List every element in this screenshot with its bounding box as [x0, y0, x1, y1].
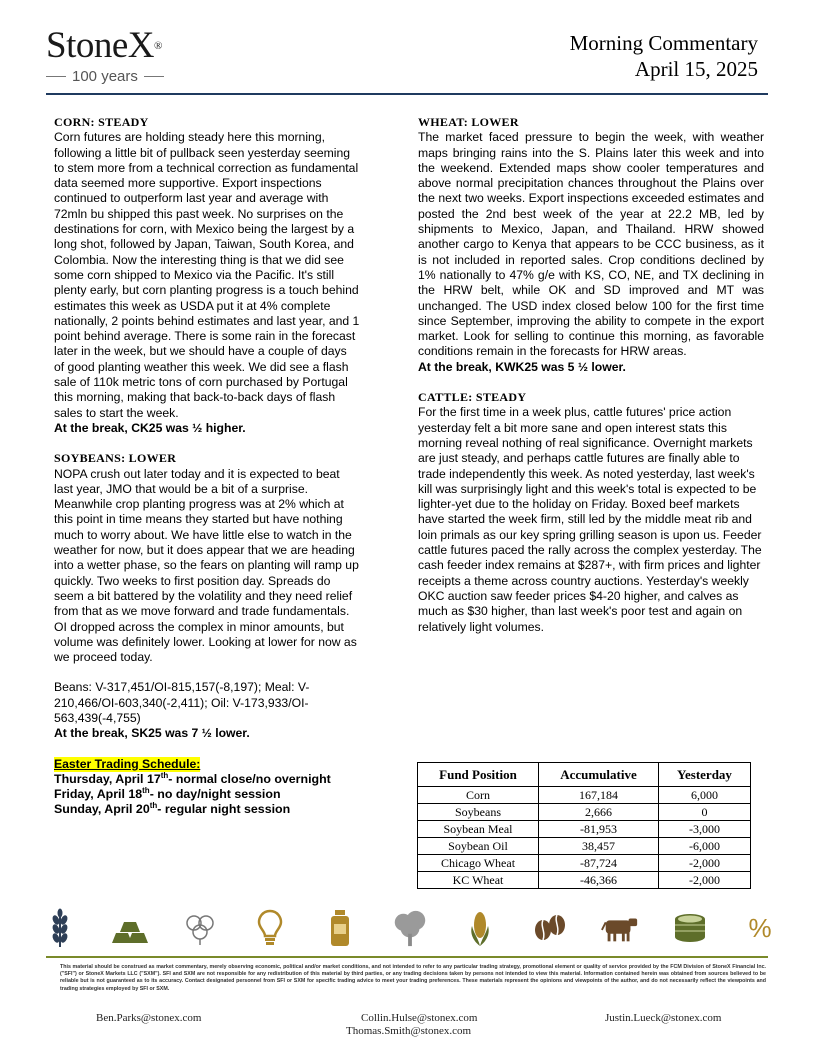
table-row: [418, 838, 751, 855]
column-header: Fund Position: [418, 763, 539, 787]
row-commodity: Soybean Meal: [418, 821, 539, 838]
logo-wordmark: StoneX®: [46, 25, 162, 66]
easter-schedule-title: Easter Trading Schedule:: [54, 756, 201, 771]
easter-line: Friday, April 18th- no day/night session: [54, 786, 281, 802]
contact-email-center-second[interactable]: Thomas.Smith@stonex.com: [346, 1025, 472, 1037]
row-accumulative: 167,184: [539, 787, 659, 804]
row-commodity: Chicago Wheat: [418, 855, 539, 872]
table-row: [418, 872, 751, 889]
row-yesterday: -2,000: [659, 872, 751, 889]
table-row: [418, 804, 751, 821]
corn-icon: [460, 908, 500, 948]
row-yesterday: -6,000: [659, 838, 751, 855]
lightbulb-icon: [250, 908, 290, 948]
cattle-icon: [600, 908, 640, 948]
table-header-row: [418, 763, 751, 787]
row-yesterday: 0: [659, 804, 751, 821]
soybeans-body: NOPA crush out later today and it is expected to beat last year, JMO that would be a bit of a surprise. Meanwhile crop planting progress was at 2% which at this point in time means they started but have nothing much to worry about. We have little else to watch in the weather for now, but it does appear that we are heading into a wetter phase, so the fears on planting will ramp up quickly. Two weeks to first position day. Spreads do seem a bit battered by the volatility and they need relief from that as we move forward and trade fundamentals. OI dropped across the complex in minor amounts, but volume was definitely lower. Looking at lower for now as we proceed today.: [54, 466, 359, 665]
contact-email-left[interactable]: Ben.Parks@stonex.com: [96, 1012, 202, 1024]
fund-position-table: [417, 762, 751, 889]
wheat-icon: [40, 908, 80, 948]
wheat-heading: WHEAT: LOWER: [418, 115, 519, 129]
corn-heading: CORN: STEADY: [54, 115, 149, 129]
percent-icon: %: [748, 912, 772, 943]
report-date: April 15, 2025: [634, 57, 758, 81]
row-accumulative: -81,953: [539, 821, 659, 838]
soybeans-close: At the break, SK25 was 7 ½ lower.: [54, 726, 250, 741]
right-column: [418, 115, 764, 635]
cattle-heading: CATTLE: STEADY: [418, 390, 527, 405]
cattle-body: For the first time in a week plus, cattle futures' price action yesterday felt a bit more sane and open interest stats this morning reveal nothing of real significance. Overnight markets are just steady, and perhaps cattle futures are finally able to trade independently this week. As noted yesterday, last week's kill was surprisingly light and this week's total is expected to be lighter-yet due to the holiday on Friday. Boxed beef markets have started the week firm, still led by the middle meat rib and loin primals as our key spring grilling season is upon us. Feeder cattle futures paced the rally across the complex yesterday. The cash feeder index remains at $287+, with firm prices and lighter receipts a theme across country auctions. Yesterday's weekly OKC auction saw feeder prices $4-20 higher, and calves as much as $30 higher, than last week's poor test and again on relatively light volumes.: [418, 405, 762, 634]
tree-icon: [390, 908, 430, 948]
row-accumulative: -46,366: [539, 872, 659, 889]
row-accumulative: -87,724: [539, 855, 659, 872]
column-header: Yesterday: [659, 763, 751, 787]
report-header: [570, 30, 758, 82]
logo-tagline: 100 years: [46, 68, 206, 85]
row-accumulative: 38,457: [539, 838, 659, 855]
canister-icon: [320, 908, 360, 948]
row-commodity: Soybean Oil: [418, 838, 539, 855]
wheat-body: The market faced pressure to begin the week, with weather maps bringing rains into the S. Plains later this week and into the weekend. Extended maps show cooler temperatures and above normal precipitation chances throughout the Plains over the next two weeks. Export inspections exceeded estimates and posted the 2nd best week of the year at 22.2 MB, led by shipments to Mexico, Japan, and Thailand. HRW showed another cargo to Kenya that appears to be CCC business, as it is not included in reported sales. Crop conditions declined by 1% nationally to 47% g/e with KS, CO, NE, and TX declining in the HRW belt, while OK and SD improved and MT was unchanged. The USD index closed below 100 for the first time since September, improving the ability to compete in the export market. Look for selling to continue this morning, as favorable conditions remain in the forecasts for HRW areas.: [418, 130, 764, 359]
left-column: [54, 115, 360, 818]
currency-icon: [670, 908, 710, 948]
corn-body: Corn futures are holding steady here this morning, following a little bit of pullback seen yesterday seeming to stem more from a technical correction as fundamental data seemed more supportive. Export inspections continued to outperform last year and average with 72mln bu shipped this past week. No surprises on the destinations for corn, with Mexico being the largest by a long shot, followed by Japan, Taiwan, South Korea, and Colombia. Now the interesting thing is that we did see some corn shipped to Mexico via the Pacific. It's still plenty early, but corn planting progress is a touch behind estimates this week as USDA put it at 4% complete nationally, 2 points behind estimates and last year, and 1 point behind average. There is some rain in the forecast later in the week, but we should have a couple of days of good planting weather this week. We did see a flash sale of 110k metric tons of corn purchased by Portugal this morning, making that back-to-back days of flash sales to start the week.: [54, 130, 360, 420]
easter-line: Thursday, April 17th- normal close/no overnight: [54, 770, 331, 786]
gold-bars-icon: [110, 908, 150, 948]
coffee-beans-icon: [530, 908, 570, 948]
table-row: [418, 821, 751, 838]
row-commodity: KC Wheat: [418, 872, 539, 889]
table-row: [418, 855, 751, 872]
row-commodity: Corn: [418, 787, 539, 804]
row-yesterday: -3,000: [659, 821, 751, 838]
row-accumulative: 2,666: [539, 804, 659, 821]
wheat-close: At the break, KWK25 was 5 ½ lower.: [418, 359, 626, 374]
easter-line: Sunday, April 20th- regular night session: [54, 801, 291, 817]
soybeans-heading: SOYBEANS: LOWER: [54, 451, 177, 466]
legal-disclaimer: This material should be construed as market commentary, merely observing economic, political and/or market conditions, and not intended to refer to any particular trading strategy, promotional element or quality of service provided by the FCM Division of StoneX Financial Inc. ("SFI") or StoneX Markets LLC ("SXM"). SFI and SXM are not responsible for any redistribution of this material by third parties, or any trading decisions taken by persons not intended to view this material. Information contained herein was obtained from sources believed to be reliable but is not guaranteed as to its accuracy. Contact designated personnel from SFI or SXM for specific trading advice to meet your trading preferences. These materials represent the opinions and viewpoints of the author, and do not necessarily reflect the viewpoints and trading strategies employed by SFI or SXM.: [60, 964, 766, 992]
header-divider: [46, 93, 768, 95]
cotton-icon: [180, 908, 220, 948]
column-header: Accumulative: [539, 763, 659, 787]
contact-email-right[interactable]: Justin.Lueck@stonex.com: [605, 1012, 722, 1024]
row-yesterday: -2,000: [659, 855, 751, 872]
row-commodity: Soybeans: [418, 804, 539, 821]
contact-footer: [0, 1010, 816, 1040]
soybeans-stats: Beans: V-317,451/OI-815,157(-8,197); Meal: V-210,466/OI-603,340(-2,411); Oil: V-173,933/OI-563,439(-4,755): [54, 680, 310, 725]
table-row: [418, 787, 751, 804]
corn-close: At the break, CK25 was ½ higher.: [54, 420, 246, 435]
icons-divider: [46, 956, 768, 958]
stonex-logo: [46, 25, 206, 85]
report-title: Morning Commentary: [569, 31, 758, 55]
row-yesterday: 6,000: [659, 787, 751, 804]
commodity-icons-row: [40, 906, 780, 950]
contact-email-center[interactable]: Collin.Hulse@stonex.com: [361, 1012, 478, 1024]
